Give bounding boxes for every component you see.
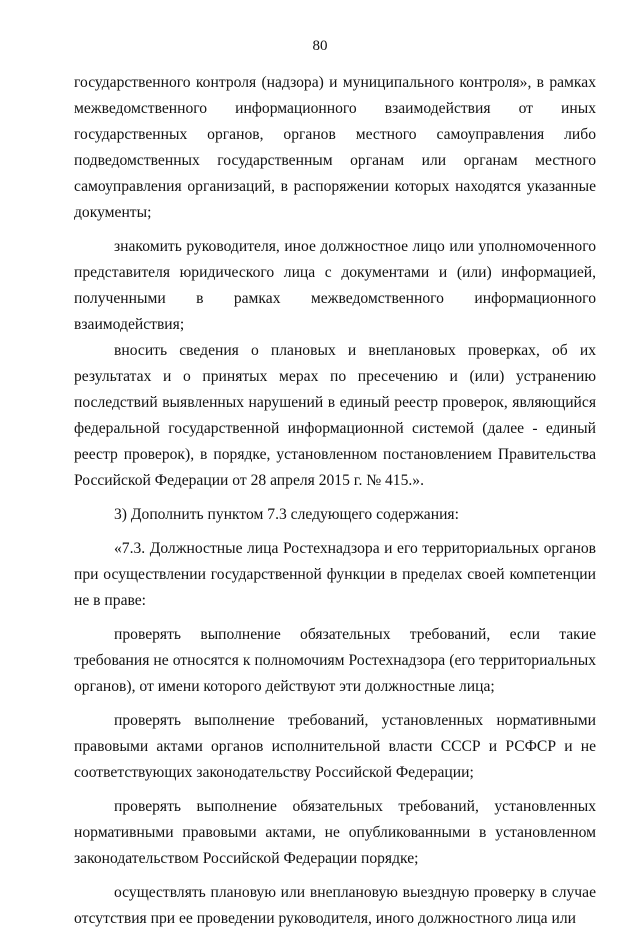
paragraph-5: «7.3. Должностные лица Ростехнадзора и его территориальных органов при осуществлении государственной функции в пределах своей компетенции не в праве:	[74, 540, 596, 609]
paragraph-3: вносить сведения о плановых и внеплановых проверках, об их результатах и о принятых мерах по пресечению и (или) устранению последствий выявленных нарушений в единый реестр проверок, являющийся федеральной государственной информационной системой (далее - единый реестр проверок), в порядке, установленном постановлением Правительства Российской Федерации от 28 апреля 2015 г. № 415.».	[74, 342, 596, 489]
paragraph-7: проверять выполнение требований, установленных нормативными правовыми актами органов исполнительной власти СССР и РСФСР и не соответствующих законодательству Российской Федерации;	[74, 712, 596, 781]
paragraph-8: проверять выполнение обязательных требований, установленных нормативными правовыми актами, не опубликованными в установленном законодательством Российской Федерации порядке;	[74, 798, 596, 867]
paragraph-2: знакомить руководителя, иное должностное лицо или уполномоченного представителя юридического лица с документами и (или) информацией, полученными в рамках межведомственного информационного взаимодействия;	[74, 238, 596, 333]
paragraph-1: государственного контроля (надзора) и муниципального контроля», в рамках межведомственного информационного взаимодействия от иных государственных органов, органов местного самоуправления либо подведомственных государственным органам или органам местного самоуправления организаций, в распоряжении которых находятся указанные документы;	[74, 74, 596, 221]
paragraph-9: осуществлять плановую или внеплановую выездную проверку в случае отсутствия при ее проведении руководителя, иного должностного лица или	[74, 884, 596, 927]
paragraph-6: проверять выполнение обязательных требований, если такие требования не относятся к полномочиям Ростехнадзора (его территориальных органов), от имени которого действуют эти должностные лица;	[74, 626, 596, 695]
paragraph-4: 3) Дополнить пунктом 7.3 следующего содержания:	[114, 506, 459, 523]
document-body	[74, 70, 596, 932]
page-number: 80	[312, 38, 328, 54]
